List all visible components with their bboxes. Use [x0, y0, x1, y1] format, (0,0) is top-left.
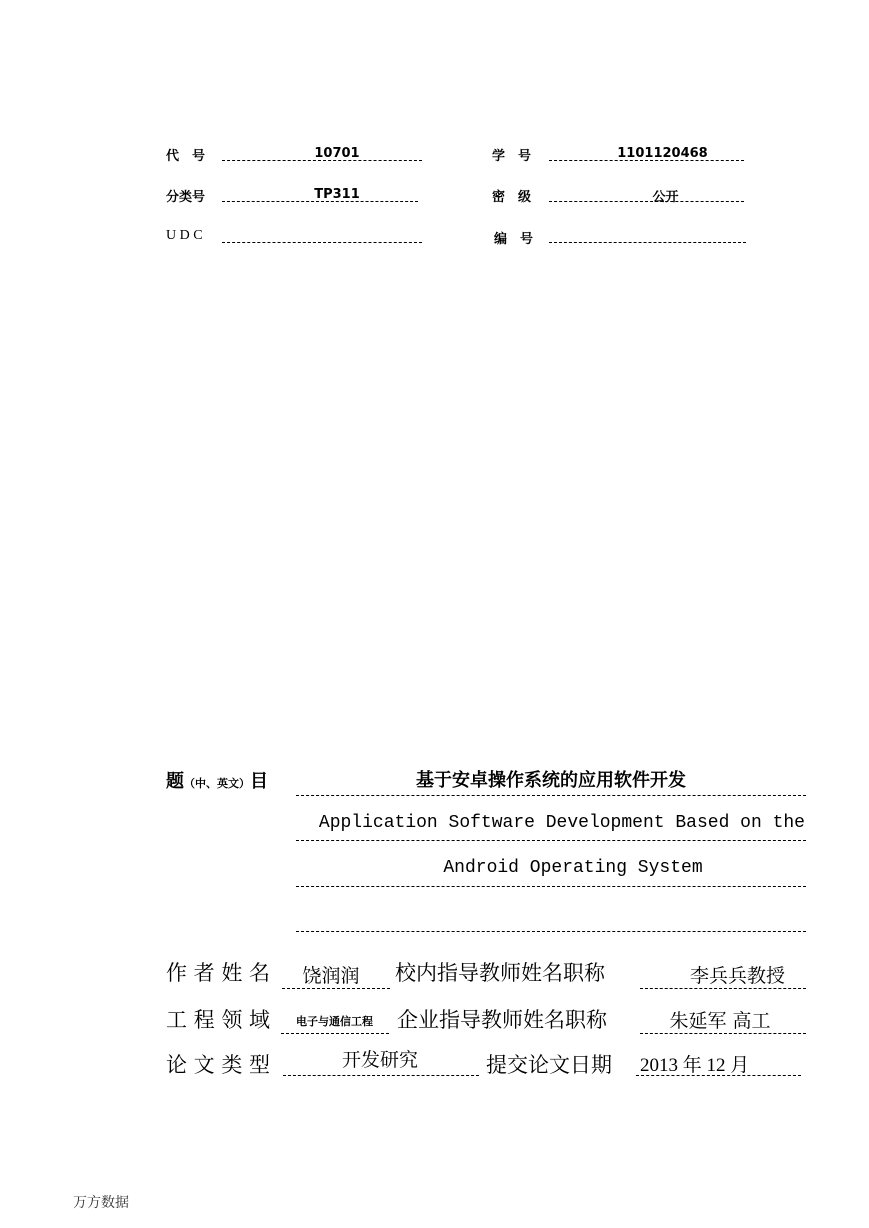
udc-label: U D C	[166, 228, 203, 243]
secret-label: 密 级	[492, 190, 532, 205]
title-underline-3	[296, 886, 806, 887]
title-underline-1	[296, 795, 806, 796]
title-chinese: 基于安卓操作系统的应用软件开发	[416, 770, 686, 791]
title-underline-4	[296, 931, 806, 932]
class-value: TP311	[314, 187, 360, 202]
title-underline-2	[296, 840, 806, 841]
student-id-value: 1101120468	[617, 146, 708, 161]
date-value: 2013 年 12 月	[640, 1055, 750, 1076]
date-label: 提交论文日期	[486, 1053, 612, 1077]
secret-value: 公开	[652, 190, 679, 205]
title-label	[166, 767, 268, 793]
title-english-1: Application Software Development Based on the	[318, 813, 805, 833]
code-label: 代 号	[166, 149, 206, 164]
inner-advisor-label: 校内指导教师姓名职称	[395, 961, 605, 985]
title-label-note: （中、英文）	[184, 777, 250, 790]
enterprise-advisor-underline	[640, 1033, 806, 1034]
code-value: 10701	[314, 146, 360, 161]
serial-underline	[549, 242, 746, 243]
title-label-main2: 目	[250, 771, 268, 792]
watermark-text: 万方数据	[73, 1195, 129, 1211]
inner-advisor-underline	[640, 988, 806, 989]
title-english-2: Android Operating System	[443, 858, 703, 878]
author-underline	[282, 988, 390, 989]
serial-label: 编 号	[494, 232, 534, 247]
type-label: 论 文 类 型	[166, 1053, 271, 1077]
type-underline	[283, 1075, 479, 1076]
author-value: 饶润润	[302, 965, 360, 987]
enterprise-advisor-value: 朱延军 高工	[669, 1010, 771, 1032]
inner-advisor-value: 李兵兵教授	[689, 965, 785, 987]
title-label-main1: 题	[166, 771, 184, 792]
author-label: 作 者 姓 名	[166, 961, 271, 985]
type-value: 开发研究	[341, 1049, 418, 1071]
class-label: 分类号	[166, 190, 206, 205]
field-label: 工 程 领 域	[166, 1008, 271, 1032]
enterprise-advisor-label: 企业指导教师姓名职称	[397, 1008, 607, 1032]
udc-underline	[222, 242, 422, 243]
field-underline	[281, 1033, 389, 1034]
date-underline	[636, 1075, 801, 1076]
student-id-label: 学 号	[492, 149, 532, 164]
field-value: 电子与通信工程	[296, 1015, 373, 1028]
